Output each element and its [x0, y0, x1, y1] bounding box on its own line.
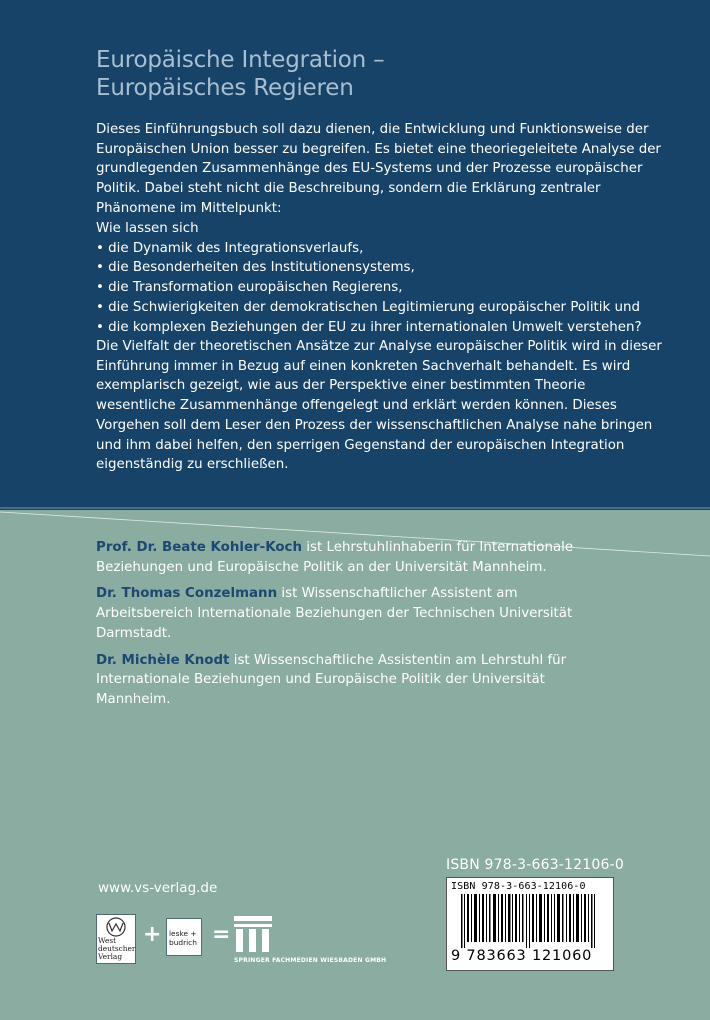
leske-budrich-logo: leske + budrich	[166, 918, 202, 956]
method-paragraph	[96, 337, 666, 475]
question-item: • die Transformation europäischen Regierens,	[96, 280, 403, 296]
question-item: • die Besonderheiten des Institutionensystems,	[96, 260, 415, 276]
seal-icon	[101, 917, 131, 937]
method-text: Die Vielfalt der theoretischen Ansätze zur Analyse europäischer Politik wird in dieser Einführung immer in Bezug auf einen konkreten Sachverhalt behandelt. Es wird exemplarisch gezeigt, wie aus der Perspektive einer bestimmten Theorie wesentliche Zusammenhänge offengelegt und erklärt werden können. Dieses Vorgehen soll dem Leser den Prozess der wissenschaftlichen Analyse nahe bringen und ihm dabei helfen, den sperrigen Gegenstand der europäischen Integration eigenständig zu erschließen.	[96, 339, 662, 473]
springer-fachmedien-logo	[234, 914, 394, 964]
author-bio	[96, 538, 616, 577]
barcode-bars	[451, 894, 609, 948]
author-name: Prof. Dr. Beate Kohler-Koch	[96, 540, 303, 555]
barcode-number: 9 783663 121060	[451, 948, 593, 964]
author-bio	[96, 651, 616, 710]
question-item: • die Dynamik des Integrationsverlaufs,	[96, 240, 364, 256]
publisher-logos	[96, 914, 396, 964]
publisher-website-link[interactable]: www.vs-verlag.de	[98, 880, 218, 896]
barcode-isbn-text: ISBN 978-3-663-12106-0	[451, 881, 586, 892]
barcode	[446, 877, 614, 971]
author-bio	[96, 584, 616, 643]
question-item: • die komplexen Beziehungen der EU zu ihrer internationalen Umwelt verstehen?	[96, 319, 642, 335]
book-title	[96, 46, 384, 102]
westdeutscher-verlag-logo	[96, 914, 136, 964]
title-line-2: Europäisches Regieren	[96, 75, 354, 101]
author-description: ist Lehrstuhlinhaberin für Internationale Beziehungen und Europäische Politik an der Universität Mannheim.	[96, 540, 574, 575]
question-lead: Wie lassen sich	[96, 221, 199, 236]
question-item: • die Schwierigkeiten der demokratischen Legitimierung europäischer Politik und	[96, 299, 640, 315]
author-name: Dr. Michèle Knodt	[96, 652, 230, 668]
author-description: ist Wissenschaftliche Assistentin am Lehrstuhl für Internationale Beziehungen und Europäische Politik der Universität Mannheim.	[96, 652, 567, 707]
title-line-1: Europäische Integration –	[96, 47, 385, 73]
intro-paragraph	[96, 120, 666, 219]
author-bios	[96, 538, 616, 717]
springer-caption: SPRINGER FACHMEDIEN WIESBADEN GMBH	[234, 957, 387, 964]
equals-sign: =	[212, 922, 231, 947]
westdeutscher-verlag-text: West deutscher Verlag	[98, 936, 136, 961]
plus-sign: +	[143, 922, 162, 947]
author-name: Dr. Thomas Conzelmann	[96, 586, 278, 602]
question-list	[96, 219, 666, 337]
intro-text: Dieses Einführungsbuch soll dazu dienen, die Entwicklung und Funktionsweise der Europäischen Union besser zu begreifen. Es bietet eine theoriegeleitete Analyse der grundlegenden Zusammenhänge des EU-Systems und der Prozesse europäischer Politik. Dabei steht nicht die Beschreibung, sondern die Erklärung zentraler Phänomene im Mittelpunkt:	[96, 122, 661, 216]
author-description: ist Wissenschaftlicher Assistent am Arbeitsbereich Internationale Beziehungen der Technischen Universität Darmstadt.	[96, 586, 573, 641]
springer-pillars-icon	[234, 914, 274, 954]
isbn-label: ISBN 978-3-663-12106-0	[446, 857, 624, 873]
